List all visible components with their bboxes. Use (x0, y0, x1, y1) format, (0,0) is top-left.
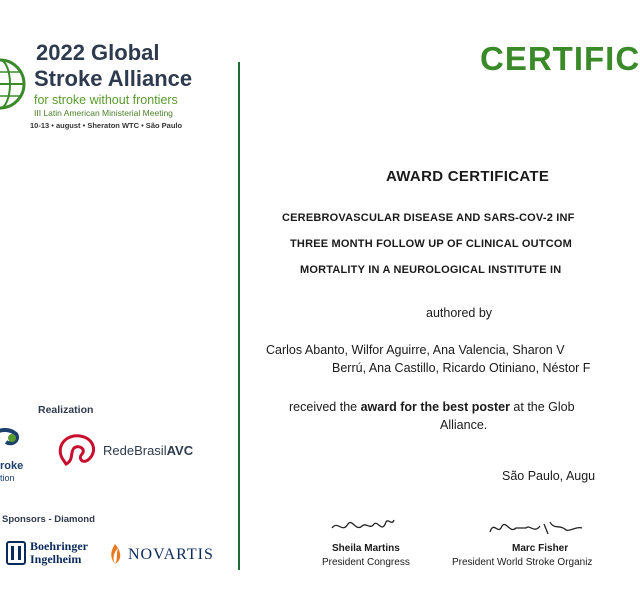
logo-subtitle: III Latin American Ministerial Meeting (34, 108, 173, 118)
redebrasil-text: RedeBrasilAVC (103, 443, 194, 458)
received-award-line: received the award for the best poster at the Glob (289, 400, 575, 414)
award-title: AWARD CERTIFICATE (386, 168, 550, 185)
authored-by-label: authored by (426, 306, 493, 320)
logo-date-location: 10-13 • august • Sheraton WTC • São Paulo (30, 121, 183, 130)
received-award-line-2: Alliance. (440, 418, 488, 432)
signer-2-role: President World Stroke Organiz (452, 557, 593, 568)
world-stroke-logo-icon (0, 420, 22, 460)
work-title-line-1: CEREBROVASCULAR DISEASE AND SARS-COV-2 INF (282, 212, 575, 224)
vertical-divider (238, 62, 240, 570)
novartis-flame-icon (106, 542, 124, 566)
authors-line-2: Berrú, Ana Castillo, Ricardo Otiniano, Néstor F (332, 361, 591, 375)
logo-tagline: for stroke without frontiers (34, 93, 178, 107)
signer-1-name: Sheila Martins (332, 543, 400, 554)
signer-2-name: Marc Fisher (512, 543, 569, 554)
world-stroke-subtext: tion (0, 473, 15, 483)
work-title-line-3: MORTALITY IN A NEUROLOGICAL INSTITUTE IN (300, 264, 562, 276)
world-stroke-text: roke (0, 460, 24, 472)
place-date: São Paulo, Augu (502, 469, 596, 483)
authors-line-1: Carlos Abanto, Wilfor Aguirre, Ana Valencia, Sharon V (266, 343, 565, 357)
signer-1-role: President Congress (322, 557, 410, 568)
logo-name-title: Stroke Alliance (34, 66, 193, 91)
signature-marc-icon (486, 516, 586, 540)
novartis-text: NOVARTIS (128, 546, 214, 563)
signature-sheila-icon (328, 512, 398, 540)
redebrasil-brain-logo-icon (54, 430, 100, 470)
certificate-heading: CERTIFIC (480, 40, 640, 77)
logo-year-title: 2022 Global (36, 40, 160, 65)
work-title-line-2: THREE MONTH FOLLOW UP OF CLINICAL OUTCOM (290, 238, 572, 250)
boehringer-logo-icon (4, 540, 28, 566)
sponsors-label: Sponsors - Diamond (2, 514, 95, 525)
globe-logo-icon (0, 44, 26, 124)
boehringer-text: Boehringer Ingelheim (30, 539, 88, 566)
realization-label: Realization (38, 404, 94, 416)
